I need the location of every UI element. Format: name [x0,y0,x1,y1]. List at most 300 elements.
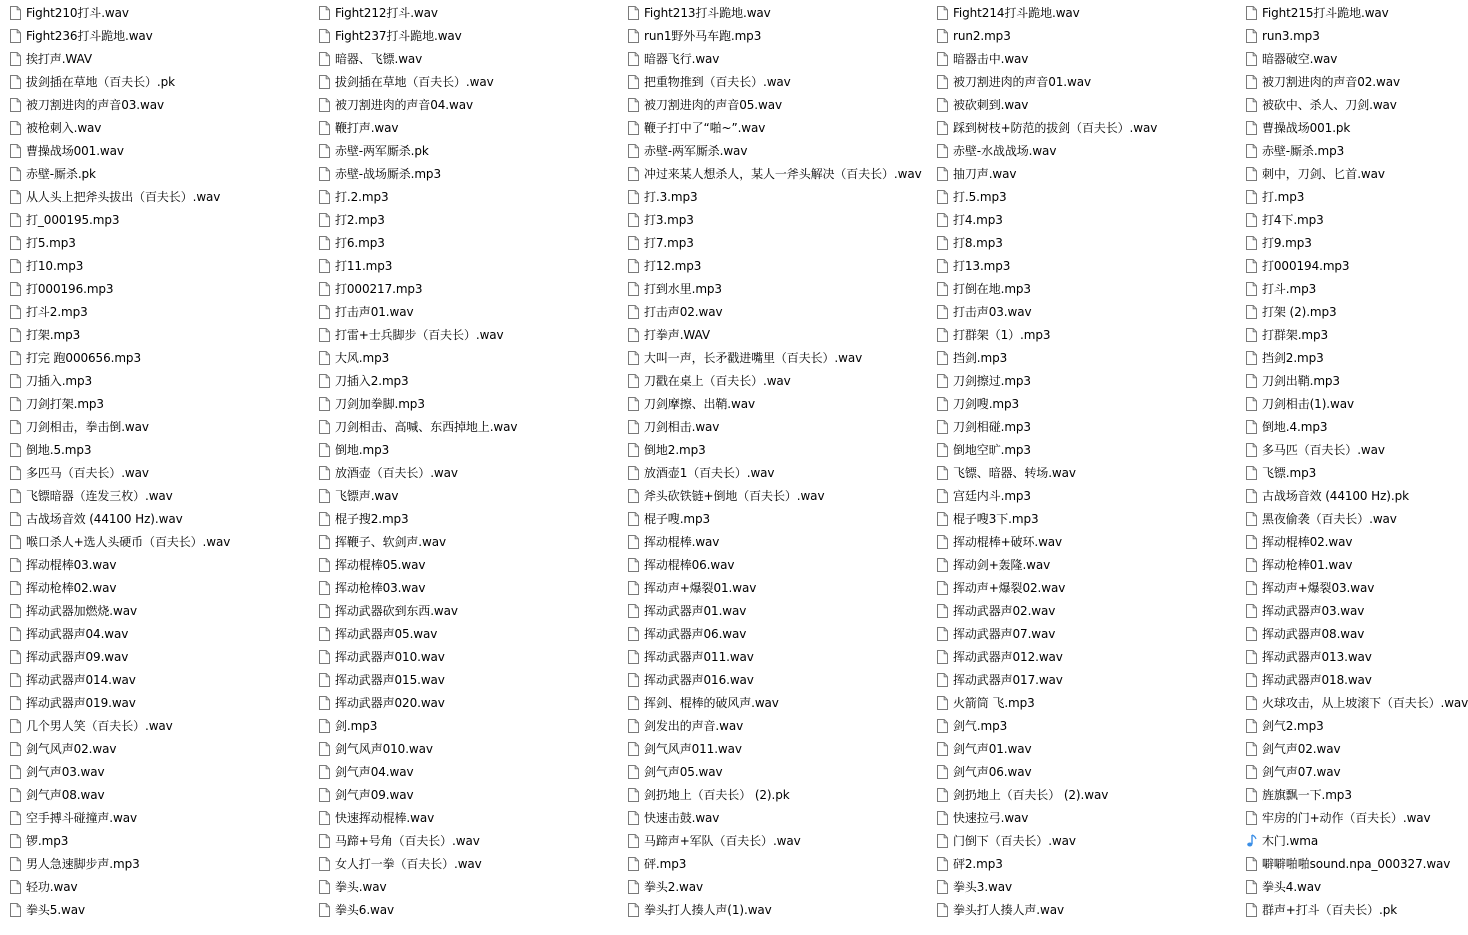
file-item[interactable] [10,806,300,829]
file-item[interactable] [10,714,300,737]
file-item[interactable] [628,369,918,392]
file-item[interactable] [628,898,918,921]
file-item[interactable] [628,599,918,622]
file-item[interactable] [1246,1,1416,24]
file-item[interactable] [319,806,609,829]
file-item[interactable] [319,530,609,553]
file-item[interactable] [937,185,1227,208]
file-item[interactable] [628,484,918,507]
document-icon [1246,489,1257,503]
file-name: 挥动声+爆裂02.wav [953,581,1066,595]
file-name: 打9.mp3 [1262,236,1312,250]
file-item[interactable] [937,438,1227,461]
file-item[interactable] [10,162,300,185]
file-name: 剑气声03.wav [26,765,105,779]
file-item[interactable] [628,139,918,162]
file-item[interactable] [1246,737,1416,760]
file-item[interactable] [1246,185,1416,208]
file-item[interactable] [319,392,609,415]
file-name: 挥动武器声013.wav [1262,650,1372,664]
file-item[interactable] [10,185,300,208]
file-name: 打.3.mp3 [644,190,698,204]
file-item[interactable] [628,231,918,254]
document-icon [319,351,330,365]
document-icon [10,673,21,687]
file-name: 刀剑摩擦、出鞘.wav [644,397,755,411]
file-item[interactable] [937,484,1227,507]
file-item[interactable] [937,530,1227,553]
file-item[interactable] [10,691,300,714]
file-item[interactable] [1246,806,1431,829]
file-item[interactable] [1246,760,1416,783]
file-item[interactable] [10,93,300,116]
file-item[interactable] [937,346,1227,369]
file-item[interactable] [1246,553,1416,576]
file-item[interactable] [628,254,918,277]
file-item[interactable] [1246,622,1416,645]
file-name: 从人头上把斧头拔出（百夫长）.wav [26,190,221,204]
file-name: 棍子嗖3下.mp3 [953,512,1039,526]
file-item[interactable] [1246,254,1416,277]
file-item[interactable] [628,24,918,47]
file-item[interactable] [10,24,300,47]
file-item[interactable] [1246,438,1416,461]
document-icon [937,98,948,112]
file-item[interactable] [319,737,609,760]
file-item[interactable] [937,852,1227,875]
document-icon [937,420,948,434]
document-icon [10,719,21,733]
document-icon [10,742,21,756]
file-item[interactable] [628,783,918,806]
file-item[interactable] [319,93,609,116]
document-icon [937,167,948,181]
document-icon [319,420,330,434]
file-item[interactable] [10,507,300,530]
file-item[interactable] [10,852,300,875]
file-item[interactable] [10,829,300,852]
file-item[interactable] [10,599,300,622]
file-item[interactable] [10,576,300,599]
document-icon [319,811,330,825]
file-item[interactable] [1246,70,1416,93]
file-name: 宫廷内斗.mp3 [953,489,1031,503]
document-icon [937,696,948,710]
document-icon [1246,788,1257,802]
file-item[interactable] [10,553,300,576]
file-item[interactable] [628,829,918,852]
file-name: 挥动武器声04.wav [26,627,129,641]
file-item[interactable] [937,507,1227,530]
file-name: 剑气声04.wav [335,765,414,779]
document-icon [10,259,21,273]
document-icon [937,374,948,388]
file-item[interactable] [937,576,1227,599]
document-icon [628,305,639,319]
document-icon [628,236,639,250]
file-item[interactable] [628,415,918,438]
file-item[interactable] [628,392,918,415]
file-name: 刀插入2.mp3 [335,374,409,388]
file-name: 挥动棍棒05.wav [335,558,426,572]
file-item[interactable] [319,599,609,622]
file-item[interactable] [319,507,609,530]
file-item[interactable] [1246,668,1416,691]
file-item[interactable] [937,760,1227,783]
file-item[interactable] [628,691,918,714]
file-name: 拳头打人揍人声.wav [953,903,1064,917]
file-item[interactable] [319,369,609,392]
document-icon [319,29,330,43]
file-item[interactable] [10,760,300,783]
document-icon [1246,328,1257,342]
file-item[interactable] [1246,208,1416,231]
document-icon [628,834,639,848]
file-item[interactable] [10,47,300,70]
file-item[interactable] [1246,323,1416,346]
file-item[interactable] [10,484,300,507]
file-item[interactable] [937,254,1227,277]
file-item[interactable] [628,47,918,70]
file-item[interactable] [10,116,300,139]
file-item[interactable] [10,461,300,484]
file-item[interactable] [628,668,918,691]
file-item[interactable] [937,231,1227,254]
file-item[interactable] [319,438,609,461]
file-item[interactable] [937,369,1227,392]
document-icon [10,857,21,871]
file-name: 打4.mp3 [953,213,1003,227]
file-item[interactable] [319,875,609,898]
file-name: 古战场音效 (44100 Hz).pk [1262,489,1409,503]
document-icon [937,236,948,250]
file-item[interactable] [319,622,609,645]
document-icon [1246,167,1257,181]
file-item[interactable] [10,300,300,323]
file-item[interactable] [937,93,1227,116]
file-item[interactable] [10,737,300,760]
document-icon [937,6,948,20]
file-item[interactable] [1246,484,1416,507]
file-name: 打群架（1）.mp3 [953,328,1051,342]
file-item[interactable] [319,691,609,714]
file-item[interactable] [319,461,609,484]
file-item[interactable] [937,116,1227,139]
file-item[interactable] [628,461,918,484]
file-item[interactable] [319,829,609,852]
file-item[interactable] [319,208,609,231]
file-item[interactable] [319,162,609,185]
document-icon [937,604,948,618]
file-name: 刀剑擦过.mp3 [953,374,1031,388]
document-icon [1246,604,1257,618]
file-name: 鞭打声.wav [335,121,399,135]
file-item[interactable] [937,24,1227,47]
file-item[interactable] [628,438,918,461]
file-item[interactable] [937,599,1227,622]
document-icon [319,903,330,917]
file-item[interactable] [319,852,609,875]
file-item[interactable] [319,576,609,599]
file-item[interactable] [319,714,609,737]
file-item[interactable] [1246,415,1416,438]
file-name: 多马匹（百夫长）.wav [1262,443,1385,457]
file-item[interactable] [10,415,300,438]
file-item[interactable] [319,1,609,24]
file-item[interactable] [10,622,300,645]
file-item[interactable] [1246,116,1416,139]
file-item[interactable] [1246,231,1416,254]
document-icon [1246,351,1257,365]
file-item[interactable] [628,622,918,645]
file-item[interactable] [10,898,300,921]
file-item[interactable] [628,852,918,875]
file-item[interactable] [1246,507,1416,530]
file-name: 刀剑相击，拳击倒.wav [26,420,149,434]
document-icon [10,374,21,388]
file-item[interactable] [319,760,609,783]
file-item[interactable] [1246,783,1416,806]
file-item[interactable] [10,254,300,277]
file-item[interactable] [10,346,300,369]
file-item[interactable] [319,553,609,576]
file-item[interactable] [628,300,918,323]
document-icon [319,144,330,158]
file-item[interactable] [937,645,1227,668]
file-item[interactable] [937,691,1227,714]
file-name: 剑气风声010.wav [335,742,433,756]
file-name: Fight215打斗跪地.wav [1262,6,1389,20]
file-item[interactable] [319,139,609,162]
file-item[interactable] [10,645,300,668]
file-item[interactable] [319,254,609,277]
file-item[interactable] [1246,875,1416,898]
document-icon [937,75,948,89]
file-name: 刀剑相碰.mp3 [953,420,1031,434]
document-icon [628,489,639,503]
file-item[interactable] [937,737,1227,760]
file-name: 打斗.mp3 [1262,282,1317,296]
file-item[interactable] [628,553,918,576]
file-item[interactable] [628,162,922,185]
file-item[interactable] [937,277,1227,300]
file-name: 剑扔地上（百夫长） (2).wav [953,788,1109,802]
document-icon [628,466,639,480]
file-item[interactable] [1246,139,1416,162]
file-item[interactable] [628,645,918,668]
document-icon [319,52,330,66]
document-icon [628,857,639,871]
document-icon [319,788,330,802]
file-item[interactable] [1246,392,1416,415]
document-icon [628,558,639,572]
file-item[interactable] [319,323,609,346]
file-name: 挥动武器加燃烧.wav [26,604,137,618]
document-icon [10,765,21,779]
file-item[interactable] [1246,599,1416,622]
file-item[interactable] [1246,852,1451,875]
file-item[interactable] [937,622,1227,645]
file-item[interactable] [937,461,1227,484]
file-item[interactable] [1246,162,1416,185]
document-icon [628,52,639,66]
file-name: 被砍刺到.wav [953,98,1029,112]
file-item[interactable] [937,392,1227,415]
file-name: 打雷+士兵脚步（百夫长）.wav [335,328,504,342]
file-item[interactable] [937,70,1227,93]
file-item[interactable] [1246,369,1416,392]
document-icon [937,351,948,365]
file-item[interactable] [319,231,609,254]
file-item[interactable] [319,277,609,300]
file-item[interactable] [319,783,609,806]
file-item[interactable] [1246,691,1468,714]
document-icon [1246,742,1257,756]
document-icon [10,535,21,549]
file-item[interactable] [10,139,300,162]
file-item[interactable] [1246,346,1416,369]
document-icon [10,420,21,434]
file-item[interactable] [628,346,918,369]
file-item[interactable] [628,185,918,208]
file-item[interactable] [628,806,918,829]
file-item[interactable] [10,369,300,392]
file-item[interactable] [10,783,300,806]
file-item[interactable] [319,415,609,438]
document-icon [10,328,21,342]
document-icon [937,742,948,756]
file-item[interactable] [937,47,1227,70]
file-item[interactable] [319,116,609,139]
document-icon [628,788,639,802]
file-item[interactable] [628,530,918,553]
file-item[interactable] [937,806,1227,829]
document-icon [1246,374,1257,388]
file-item[interactable] [1246,47,1416,70]
document-icon [628,696,639,710]
file-item[interactable] [628,737,918,760]
file-item[interactable] [628,1,918,24]
file-item[interactable] [937,162,1227,185]
document-icon [1246,466,1257,480]
file-item[interactable] [628,323,918,346]
file-item[interactable] [937,323,1227,346]
file-name: 刀剑出鞘.mp3 [1262,374,1340,388]
file-item[interactable] [319,898,609,921]
document-icon [10,834,21,848]
file-item[interactable] [319,70,609,93]
file-item[interactable] [10,231,300,254]
file-item[interactable] [319,300,609,323]
file-item[interactable] [319,668,609,691]
file-item[interactable] [1246,829,1416,852]
file-item[interactable] [937,783,1227,806]
document-icon [10,466,21,480]
file-item[interactable] [628,116,918,139]
file-item[interactable] [1246,576,1416,599]
file-item[interactable] [937,1,1227,24]
document-icon [628,374,639,388]
file-item[interactable] [10,438,300,461]
file-item[interactable] [937,668,1227,691]
file-item[interactable] [628,714,918,737]
file-item[interactable] [10,277,300,300]
file-item[interactable] [628,277,918,300]
file-item[interactable] [319,645,609,668]
file-name: Fight214打斗跪地.wav [953,6,1080,20]
document-icon [628,6,639,20]
file-name: 快速拉弓.wav [953,811,1029,825]
file-item[interactable] [937,553,1227,576]
file-item[interactable] [628,70,918,93]
file-item[interactable] [319,24,609,47]
file-item[interactable] [937,139,1227,162]
file-name: 打000217.mp3 [335,282,423,296]
file-item[interactable] [937,829,1227,852]
file-item[interactable] [628,576,918,599]
file-item[interactable] [937,208,1227,231]
file-item[interactable] [10,323,300,346]
file-name: 挥动武器声012.wav [953,650,1063,664]
file-item[interactable] [628,875,918,898]
file-name: 挥动棍棒06.wav [644,558,735,572]
file-item[interactable] [937,898,1227,921]
file-item[interactable] [10,875,300,898]
document-icon [10,512,21,526]
file-name: 剑气声05.wav [644,765,723,779]
file-item[interactable] [937,415,1227,438]
document-icon [319,857,330,871]
file-item[interactable] [10,208,300,231]
file-item[interactable] [628,760,918,783]
file-item[interactable] [1246,277,1416,300]
file-item[interactable] [319,185,609,208]
file-item[interactable] [628,208,918,231]
file-name: 刀插入.mp3 [26,374,93,388]
file-item[interactable] [10,70,300,93]
file-item[interactable] [1246,714,1416,737]
file-item[interactable] [1246,530,1416,553]
document-icon [319,673,330,687]
file-name: 噼噼啪啪sound.npa_000327.wav [1262,857,1451,871]
file-item[interactable] [10,392,300,415]
file-item[interactable] [319,484,609,507]
file-item[interactable] [937,300,1227,323]
file-item[interactable] [319,47,609,70]
document-icon [319,328,330,342]
file-item[interactable] [1246,300,1416,323]
document-icon [319,627,330,641]
file-item[interactable] [1246,898,1416,921]
file-item[interactable] [1246,645,1416,668]
file-name: 打7.mp3 [644,236,694,250]
file-item[interactable] [10,668,300,691]
file-item[interactable] [937,875,1227,898]
file-item[interactable] [937,714,1227,737]
file-name: 打击声01.wav [335,305,414,319]
file-item[interactable] [1246,93,1416,116]
file-item[interactable] [319,346,609,369]
file-name: 刀剑相击(1).wav [1262,397,1354,411]
file-item[interactable] [1246,461,1416,484]
file-item[interactable] [628,93,918,116]
file-item[interactable] [628,507,918,530]
file-item[interactable] [10,1,300,24]
file-item[interactable] [10,530,300,553]
file-name: 火球攻击，从上坡滚下（百夫长）.wav [1262,696,1468,710]
document-icon [10,167,21,181]
file-item[interactable] [1246,24,1416,47]
